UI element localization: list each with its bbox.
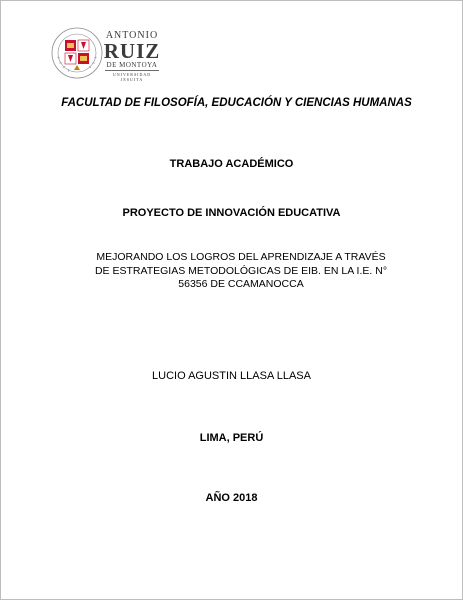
logo-divider xyxy=(105,70,159,71)
university-seal-icon xyxy=(51,27,103,79)
title-line: 56356 DE CCAMANOCCA xyxy=(178,278,304,290)
university-wordmark xyxy=(103,31,161,82)
title-line: DE ESTRATEGIAS METODOLÓGICAS DE EIB. EN LA I.E. N° xyxy=(94,264,388,277)
title-line: MEJORANDO LOS LOGROS DEL APRENDIZAJE A TRAVÉS xyxy=(96,251,386,263)
faculty-heading: FACULTAD DE FILOSOFÍA, EDUCACIÓN Y CIENCIAS HUMANAS xyxy=(61,97,412,109)
year: AÑO 2018 xyxy=(205,492,258,504)
work-type: TRABAJO ACADÉMICO xyxy=(169,158,294,170)
project-title xyxy=(91,251,391,292)
university-logo xyxy=(51,27,161,83)
place: LIMA, PERÚ xyxy=(199,432,264,444)
logo-tagline: UNIVERSIDAD JESUITA xyxy=(112,72,152,82)
logo-sub-text: DE MONTOYA xyxy=(106,61,158,69)
project-type: PROYECTO DE INNOVACIÓN EDUCATIVA xyxy=(122,207,341,219)
logo-main-text: RUIZ xyxy=(103,39,161,63)
author-name: LUCIO AGUSTIN LLASA LLASA xyxy=(152,370,311,382)
logo-top-text: ANTONIO xyxy=(105,30,159,41)
